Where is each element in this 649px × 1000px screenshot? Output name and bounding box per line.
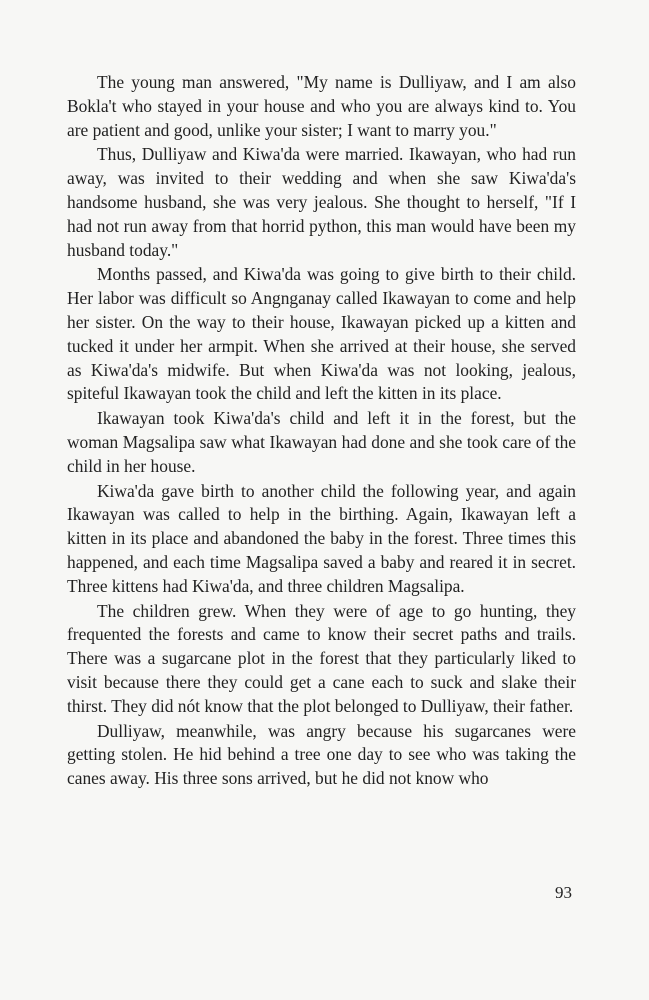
page-number: 93	[555, 883, 572, 902]
paragraph: Months passed, and Kiwa'da was going to give birth to their child. Her labor was difficult so Angnganay called Ikawayan to come and help her sister. On the way to their house, Ikawayan picked up a kitten and tucked it under her armpit. When she arrived at their house, she served as Kiwa'da's midwife. But when Kiwa'da was not looking, jealous, spiteful Ikawayan took the child and left the kitten in its place.	[67, 264, 576, 404]
paragraph: The young man answered, "My name is Dulliyaw, and I am also Bokla't who stayed in your house and who you are always kind to. You are patient and good, unlike your sister; I want to marry you."	[67, 72, 576, 140]
paragraph: Kiwa'da gave birth to another child the following year, and again Ikawayan was called to help in the birthing. Again, Ikawayan left a kitten in its place and abandoned the baby in the forest. Three times this happened, and each time Magsalipa saved a baby and reared it in secret. Three kittens had Kiwa'da, and three children Magsalipa.	[67, 480, 576, 596]
paragraph: Dulliyaw, meanwhile, was angry because his sugarcanes were getting stolen. He hid behind a tree one day to see who was taking the canes away. His three sons arrived, but he did not know who	[67, 720, 576, 789]
paragraph: Ikawayan took Kiwa'da's child and left it in the forest, but the woman Magsalipa saw what Ikawayan had done and she took care of the child in her house.	[67, 408, 576, 476]
paragraph: Thus, Dulliyaw and Kiwa'da were married. Ikawayan, who had run away, was invited to their wedding and when she saw Kiwa'da's handsome husband, she was very jealous. She thought to herself, "If I had not run away from that horrid python, this man would have been my husband today."	[67, 144, 576, 260]
paragraph: The children grew. When they were of age to go hunting, they frequented the forests and came to know their secret paths and trails. There was a sugarcane plot in the forest that they particularly liked to visit because there they could get a cane each to suck and slake their thirst. They did nót know that the plot belonged to Dulliyaw, their father.	[67, 600, 576, 716]
body-text	[67, 71, 576, 792]
